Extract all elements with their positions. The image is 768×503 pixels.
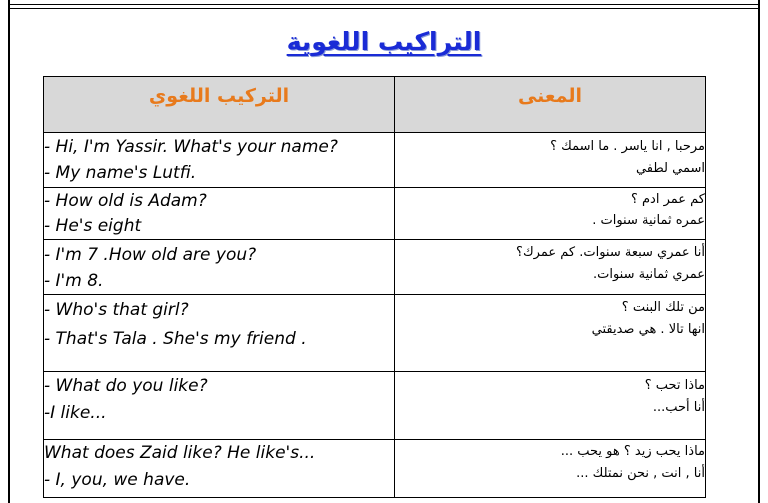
table-row xyxy=(44,440,706,498)
arabic-line: أنا أحب... xyxy=(652,400,705,415)
table-row xyxy=(44,133,706,188)
arabic-line: عمري ثمانية سنوات. xyxy=(592,267,705,282)
arabic-line: من تلك البنت ؟ xyxy=(621,300,705,315)
arabic-line: ماذا تحب ؟ xyxy=(644,378,705,393)
header-meaning: المعنى xyxy=(395,77,706,133)
arabic-cell xyxy=(395,240,706,295)
arabic-line: اسمي لطفي xyxy=(635,161,705,176)
english-cell xyxy=(44,440,395,498)
table-row xyxy=(44,188,706,240)
english-line: -I like... xyxy=(44,403,107,423)
english-line: - I'm 7 .How old are you? xyxy=(44,245,257,265)
arabic-cell xyxy=(395,440,706,498)
english-line: - Hi, I'm Yassir. What's your name? xyxy=(44,137,338,157)
language-structures-table xyxy=(43,76,706,498)
arabic-line: عمره ثمانية سنوات . xyxy=(592,213,705,228)
arabic-line: أنا عمري سبعة سنوات. كم عمرك؟ xyxy=(516,245,705,260)
english-line: - He's eight xyxy=(44,216,142,236)
english-line: - My name's Lutfi. xyxy=(44,163,197,183)
page-frame-top-inner xyxy=(8,8,760,9)
arabic-cell xyxy=(395,295,706,372)
page-title xyxy=(0,27,768,56)
arabic-line: كم عمر ادم ؟ xyxy=(630,192,705,207)
english-line: - What do you like? xyxy=(44,376,208,396)
english-line: - I, you, we have. xyxy=(44,470,191,490)
english-line: - That's Tala . She's my friend . xyxy=(44,329,307,349)
table-header-row xyxy=(44,77,706,133)
page-title-text: التراكيب اللغوية xyxy=(286,27,482,56)
english-cell xyxy=(44,188,395,240)
arabic-cell xyxy=(395,133,706,188)
arabic-cell xyxy=(395,372,706,440)
table-row xyxy=(44,295,706,372)
english-line: What does Zaid like? He like's... xyxy=(44,443,316,463)
page-frame-left xyxy=(8,0,10,503)
english-cell xyxy=(44,240,395,295)
english-line: - Who's that girl? xyxy=(44,300,189,320)
arabic-cell xyxy=(395,188,706,240)
table-row xyxy=(44,372,706,440)
page-frame-right xyxy=(758,0,760,503)
english-cell xyxy=(44,133,395,188)
arabic-line: ماذا يحب زيد ؟ هو يحب ... xyxy=(560,444,705,459)
page-frame-top xyxy=(8,4,760,5)
arabic-line: انها تالا . هي صديقتي xyxy=(591,322,705,337)
header-structure: التركيب اللغوي xyxy=(44,77,395,133)
english-cell xyxy=(44,372,395,440)
english-cell xyxy=(44,295,395,372)
table-row xyxy=(44,240,706,295)
arabic-line: مرحبا , انا ياسر . ما اسمك ؟ xyxy=(550,139,705,154)
english-line: - How old is Adam? xyxy=(44,191,207,211)
arabic-line: أنا , انت , نحن نمتلك ... xyxy=(576,466,705,481)
english-line: - I'm 8. xyxy=(44,271,104,291)
